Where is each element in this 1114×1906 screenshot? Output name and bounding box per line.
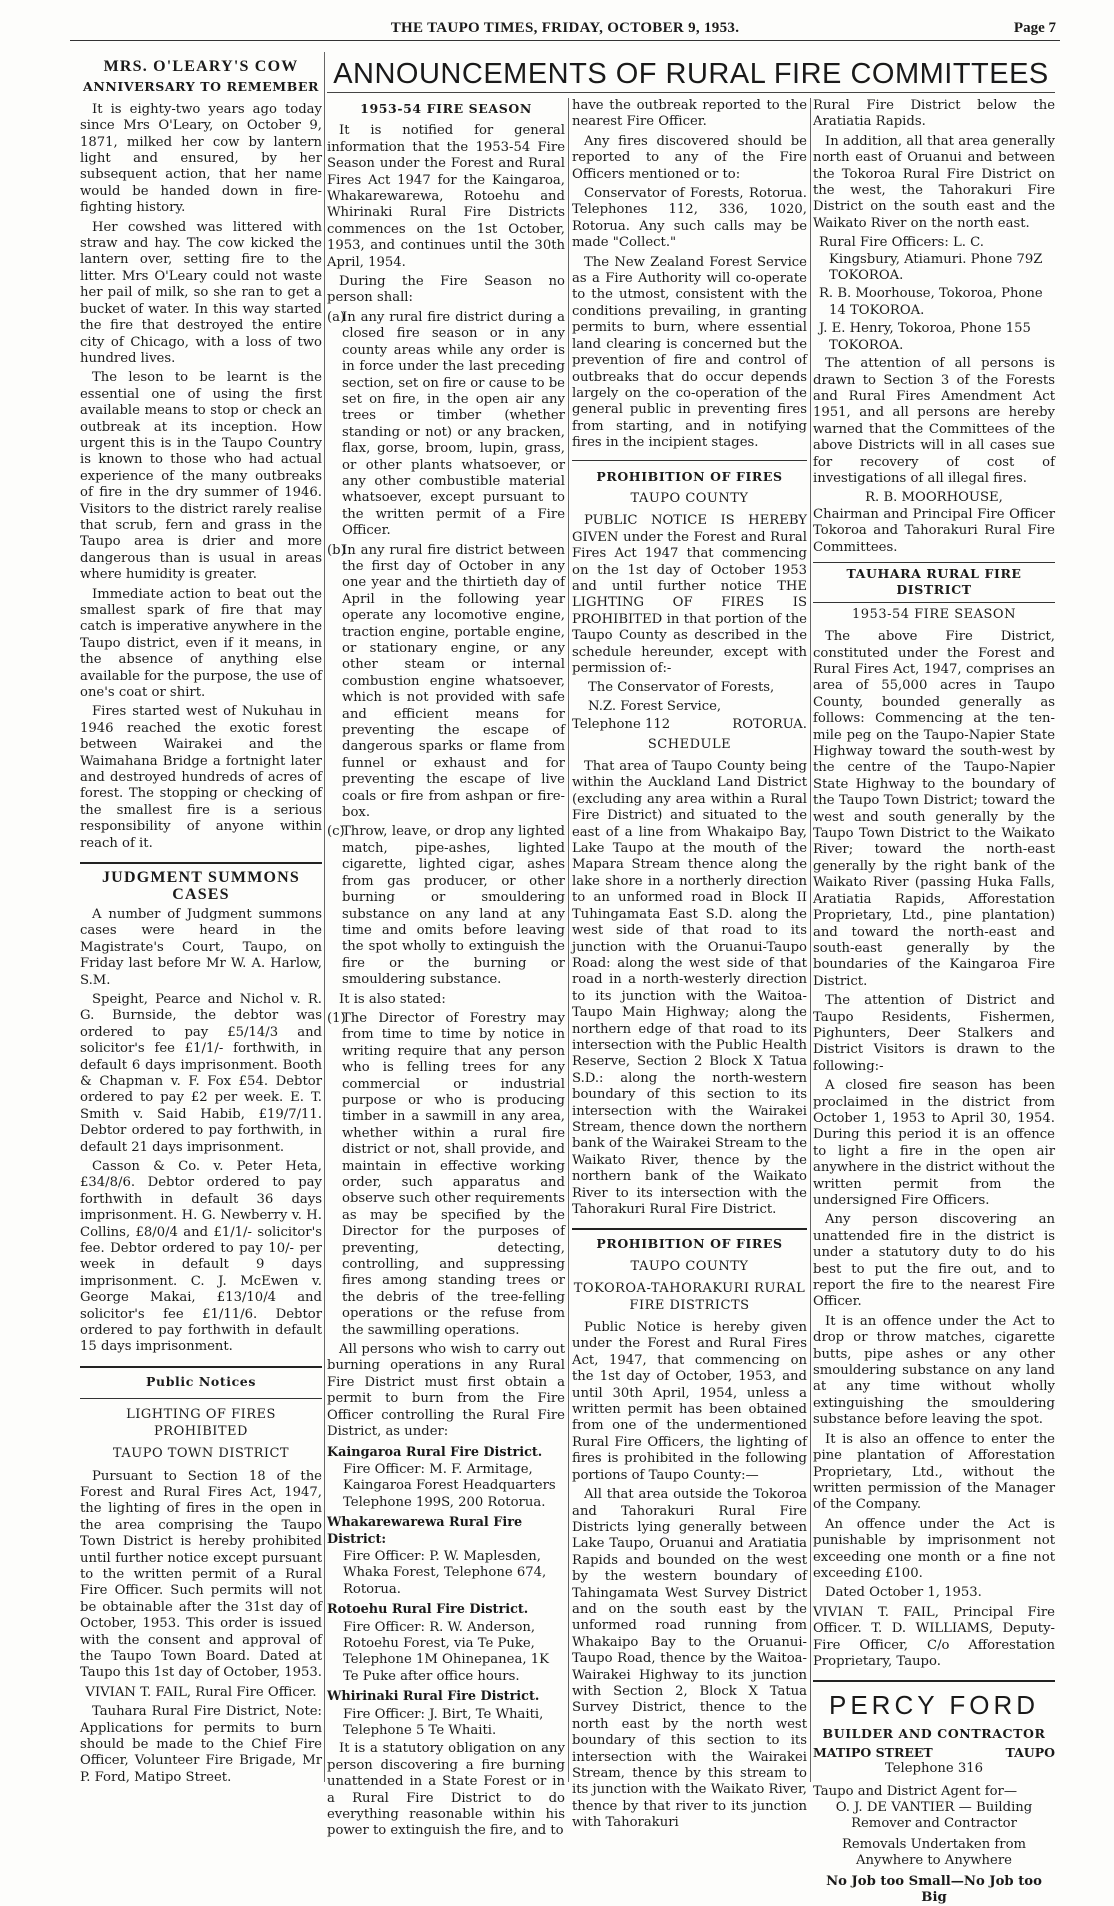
percy-phone: Telephone 316: [884, 1761, 984, 1777]
percy-agent: Taupo and District Agent for—: [813, 1783, 1018, 1799]
public-notice-body: Pursuant to Section 18 of the Forest and Rural Fires Act, 1947, the lighting of fires in the open in the area comprising the Taupo Town District is hereby prohibited until further notice except pursuant to the written permit of a Rural Fire Officer. Such permits will not be obtainable after the 31st day of October, 1953. This order is issued with the consent and approval of the Taupo Town Board. Dated at Taupo this 1st day of October, 1953.: [80, 1468, 322, 1681]
tauhara-season: 1953-54 FIRE SEASON: [852, 606, 1016, 622]
public-notice-note: Tauhara Rural Fire District, Note: Applications for permits to burn should be made to the Chief Fire Officer, Volunteer Fire Brigade, Mr P. Ford, Matipo Street.: [80, 1704, 322, 1785]
prohibition-body: PUBLIC NOTICE IS HEREBY GIVEN under the Forest and Rural Fires Act 1947 that commencing on the 1st day of October 1953 and until further notice THE LIGHTING OF FIRES IS PROHIBITED in that portion of the Taupo County as described in the schedule hereunder, except with permission of:-: [572, 513, 807, 676]
tauhara-paragraph: An offence under the Act is punishable by imprisonment not exceeding one month or a fine not exceeding £100.: [813, 1516, 1055, 1581]
tauhara-heading-box: [813, 562, 1055, 603]
rule-label: (c): [327, 824, 345, 840]
percy-slogan: No Job too Small—No Job too Big: [826, 1873, 1042, 1906]
fire-season-heading: 1953-54 FIRE SEASON: [360, 101, 532, 116]
prohibition-telephone: Telephone 112: [572, 717, 671, 733]
district-name: Rotoehu Rural Fire District.: [327, 1602, 529, 1618]
district-officer: Fire Officer: P. W. Maplesden, Whaka Forest, Telephone 674, Rotorua.: [343, 1548, 547, 1597]
schedule-body: That area of Taupo County being within the Auckland Land District (excluding any area within a Rural Fire District) and situated to the east of a line from Whakaipo Bay, Lake Taupo at the mouth of the Mapara Stream thence along the lake shore in a northerly direction to an unformed road in Block II Tuhingamata East S.D. along the west side of that road to its junction with the Oruanui-Taupo Road: along the west side of that road in a north-westerly direction to its junction with the Waitoa-Taupo Main Highway; along the northern edge of that road to its intersection with the Public Health Reserve, Section 2 Block X Tatua S.D.: along the north-western boundary of this section to its intersection with the Wairakei Stream, thence down the northern bank of the Wairakei Stream to the Waikato River, thence by the northern bank of the Waikato River to its intersection with the Tahorakuri Rural Fire District.: [572, 759, 807, 1217]
divider: [572, 460, 807, 461]
divider: [572, 1228, 807, 1230]
district-name: Whakarewarewa Rural Fire District:: [327, 1515, 523, 1547]
officer-entry: Rural Fire Officers: L. C. Kingsbury, Atiamuri. Phone 79Z TOKOROA.: [819, 235, 1043, 284]
prohibition-district: TOKOROA-TAHORAKURI RURAL FIRE DISTRICTS: [573, 1281, 806, 1313]
column-4: [813, 98, 1055, 1906]
prohibition-city: ROTORUA.: [732, 717, 807, 733]
tauhara-paragraph: It is an offence under the Act to drop or throw matches, cigarette butts, pipe ashes or any other smouldering substance on any land at any time without wholly extinguishing the smouldering substance before leaving the spot.: [813, 1313, 1055, 1428]
rule-text: Throw, leave, or drop any lighted match, pipe-ashes, lighted cigarette, lighted cigar, ashes from gas producer, or other burning or smouldering substance on any land at any time and omits before leaving the spot wholly to extinguish the fire or the burning or smouldering substance.: [342, 824, 565, 988]
percy-trade: BUILDER AND CONTRACTOR: [822, 1726, 1046, 1742]
percy-ford-name: PERCY FORD: [829, 1690, 1039, 1721]
prohibition-body: Public Notice is hereby given under the Forest and Rural Fires Act, 1947, that commencing on the 1st day of October, 1953, and until 30th April, 1954, unless a written permit has been obtained from one of the undermentioned Rural Fire Officers, the lighting of fires is prohibited in the following portions of Taupo County:—: [572, 1320, 807, 1483]
tauhara-paragraph: A closed fire season has been proclaimed in the district from October 1, 1953 to April 30, 1954. During this period it is an offence to light a fire in the open air anywhere in the district without the written permit from the undersigned Fire Officers.: [813, 1078, 1055, 1208]
divider: [80, 1366, 322, 1368]
permits-paragraph: All persons who wish to carry out burning operations in any Rural Fire District must first obtain a permit to burn from the Fire Officer controlling the Rural Fire District, as under:: [327, 1342, 565, 1440]
tauhara-paragraph: It is also an offence to enter the pine plantation of Afforestation Proprietary, Ltd., without the written permission of the Manager of the Company.: [813, 1431, 1055, 1513]
rule-item: [327, 1011, 565, 1339]
rule-text: In any rural fire district during a closed fire season or in any county areas while any order is in force under the last preceding section, set on fire or cause to be set on fire, in the open air any trees or timber (whether standing or not) or any bracken, flax, gorse, broom, lupin, grass, or other plants whatsoever, or any other combustible material whatsoever, except pursuant to the written permit of a Fire Officer.: [342, 309, 565, 539]
prohibition-contact: [572, 717, 807, 733]
prohibition-area: All that area outside the Tokoroa and Tahorakuri Rural Fire Districts lying generally between Lake Taupo, Oruanui and Aratiatia Rapids and bounded on the west by the western boundary of Tahingamata West Survey District and on the south east by the unformed road running from Whakaipo Bay to the Oruanui-Taupo Road, thence by the Waitoa-Wairakei Highway to its junction with Section 2, Block X Tatua Survey District, thence to the north east by the north west boundary of this section to its intersection with the Wairakei Stream, thence by this stream to its junction with the Waikato River, thence by that river to its junction with Tahorakuri: [572, 1487, 807, 1831]
nzfs-paragraph: The New Zealand Forest Service as a Fire Authority will co-operate to the utmost, consistent with the conditions prevailing, in granting permits to burn, where essential land clearing is concerned but the prevention of fire and control of outbreaks that do occur depends largely on the co-operation of the general public in preventing fires from starting, and in notifying fires in the incipient stages.: [572, 254, 807, 451]
page-number: Page 7: [1013, 20, 1056, 36]
oleary-paragraph: Her cowshed was littered with straw and hay. The cow kicked the lantern over, setting fire to the litter. Mrs O'Leary could not waste her pail of milk, so she ran to get a bucket of water. In this way started the fire that destroyed the entire city of Chicago, with a loss of two hundred lives.: [80, 219, 322, 366]
signature-name: R. B. MOORHOUSE,: [865, 490, 1003, 506]
divider: [80, 1398, 322, 1399]
percy-agent-name: O. J. DE VANTIER — Building Remover and Contractor: [835, 1800, 1033, 1832]
report-paragraph: Any fires discovered should be reported to any of the Fire Officers mentioned or to:: [572, 133, 807, 182]
district-name: Kaingaroa Rural Fire District.: [327, 1444, 543, 1460]
rule-item: [327, 824, 565, 988]
also-stated: It is also stated:: [339, 991, 446, 1007]
prohibition-address: N.Z. Forest Service,: [588, 698, 722, 714]
tauhara-heading: TAUHARA RURAL FIRE DISTRICT: [846, 565, 1022, 598]
oleary-paragraph: Immediate action to beat out the smallest spark of fire that may catch is imperative anywhere in the Taupo district, even if it means, in the absence of anything else available for the purpose, the use of one's coat or shirt.: [80, 586, 322, 701]
column-rule: [568, 98, 569, 1782]
public-notice-district: TAUPO TOWN DISTRICT: [112, 1446, 290, 1462]
masthead-title: THE TAUPO TIMES, FRIDAY, OCTOBER 9, 1953.: [390, 20, 740, 36]
rule-label: (1): [327, 1010, 346, 1026]
percy-removals: Removals Undertaken from Anywhere to Anywhere: [841, 1836, 1027, 1869]
district-officer: Fire Officer: M. F. Armitage, Kaingaroa Forest Headquarters Telephone 199S, 200 Rotorua.: [343, 1461, 556, 1510]
column-2: [327, 98, 565, 1839]
tauhara-paragraph: The above Fire District, constituted under the Forest and Rural Fires Act, 1947, comprises an area of 55,000 acres in Taupo County, bounded generally as follows: Commencing at the ten-mile peg on the Taupo-Napier State Highway toward the south-west by the centre of the Taupo-Napier State Highway to the boundary of the Taupo Town District; toward the west and south generally by the Taupo Town District to the Waikato River; toward the north-east generally by the right bank of the Waikato River (passing Huka Falls, Aratiatia Rapids, Afforestation Proprietary, Ltd., pine plantation) and toward the north-east and south-east generally by the boundaries of the Kaingaroa Fire District.: [813, 629, 1055, 989]
prohibition-heading: PROHIBITION OF FIRES: [596, 1236, 783, 1252]
tauhara-dated: Dated October 1, 1953.: [825, 1585, 982, 1601]
prohibition-heading: PROHIBITION OF FIRES: [596, 468, 783, 484]
prohibition-county: TAUPO COUNTY: [630, 490, 749, 506]
public-notice-signature: VIVIAN T. FAIL, Rural Fire Officer.: [85, 1684, 317, 1700]
announcements-banner: ANNOUNCEMENTS OF RURAL FIRE COMMITTEES: [327, 56, 1055, 93]
oleary-paragraph: The leson to be learnt is the essential one of using the first available means to stop or check an outbreak at its inception. How urgent this is in the Taupo Country is known to those who had actual experience of the many outbreaks of fire in the dry summer of 1946. Visitors to the district rarely realise that scrub, fern and grass in the Taupo area is drier and more dangerous than is usual in areas where humidity is greater.: [80, 370, 322, 583]
conservator-paragraph: Conservator of Forests, Rotorua. Telephones 112, 336, 1020, Rotorua. Any such calls may be made "Collect.": [572, 186, 807, 251]
oleary-heading: MRS. O'LEARY'S COW: [103, 58, 299, 75]
public-notice-title: LIGHTING OF FIRES PROHIBITED: [126, 1407, 276, 1439]
prohibition-county: TAUPO COUNTY: [630, 1258, 749, 1274]
public-notices-heading: Public Notices: [146, 1373, 256, 1389]
rule-label: (a): [327, 309, 346, 325]
schedule-heading: SCHEDULE: [647, 736, 732, 752]
rule-item: [327, 310, 565, 540]
fire-season-lead: During the Fire Season no person shall:: [327, 274, 565, 306]
masthead: [70, 18, 1060, 41]
continued-paragraph: Rural Fire District below the Aratiatia Rapids.: [813, 98, 1055, 130]
prohibition-address: The Conservator of Forests,: [588, 680, 775, 696]
district-officer: Fire Officer: J. Birt, Te Whaiti, Telephone 5 Te Whaiti.: [343, 1706, 544, 1738]
percy-town: TAUPO: [1005, 1744, 1055, 1760]
officer-entry: R. B. Moorhouse, Tokoroa, Phone 14 TOKOROA.: [819, 286, 1043, 318]
divider: [80, 862, 322, 864]
tauhara-signers: VIVIAN T. FAIL, Principal Fire Officer. T. D. WILLIAMS, Deputy-Fire Officer, C/o Afforestation Proprietary, Taupo.: [813, 1604, 1055, 1669]
percy-address: [813, 1745, 1055, 1761]
judgment-paragraph: A number of Judgment summons cases were heard in the Magistrate's Court, Taupo, on Friday last before Mr W. A. Harlow, S.M.: [80, 906, 322, 988]
rule-item: [327, 543, 565, 822]
rule-text: The Director of Forestry may from time to time by notice in writing require that any person who is felling trees for any commercial or industrial purpose or who is producing timber in a sawmill in any area, whether within a rural fire district or not, shall provide, and maintain in effective working order, such apparatus and observe such other requirements as may be specified by the Director for the purposes of preventing, detecting, controlling, and suppressing fires among standing trees or the debris of the tree-felling operations or the refuse from the sawmilling operations.: [342, 1010, 565, 1338]
rule-text: In any rural fire district between the first day of October in any one year and the thirtieth day of April in the following year operate any locomotive engine, traction engine, portable engine, or stationary engine, or any other steam or internal combustion engine whatsoever, which is not provided with safe and efficient means for preventing the escape of dangerous sparks or flame from funnel or exhaust and for preventing the escape of live coals or fire from ashpan or fire-box.: [342, 542, 565, 821]
judgment-paragraph: Speight, Pearce and Nichol v. R. G. Burnside, the debtor was ordered to pay £5/14/3 and solicitor's fee £1/1/- forthwith, in default 6 days imprisonment. Booth & Chapman v. F. Fox £54. Debtor ordered to pay £2 per week. E. T. Smith v. Said Habib, £19/7/11. Debtor ordered to pay forthwith, in default 21 days imprisonment.: [80, 991, 322, 1155]
column-rule: [324, 52, 325, 1782]
officer-entry: J. E. Henry, Tokoroa, Phone 155 TOKOROA.: [819, 321, 1031, 353]
column-rule: [810, 98, 811, 1782]
fire-season-intro: It is notified for general information that the 1953-54 Fire Season under the Forest and Rural Fires Act 1947 for the Kaingaroa, Whakarewarewa, Rotoehu and Whirinaki Rural Fire Districts commences on the 1st October, 1953, and continues until the 30th April, 1954.: [327, 123, 565, 270]
judgment-heading: JUDGMENT SUMMONS CASES: [101, 869, 301, 903]
rule-label: (b): [327, 542, 346, 558]
percy-street: MATIPO STREET: [813, 1744, 933, 1760]
addition-paragraph: In addition, all that area generally north east of Oruanui and between the Tokoroa Rural Fire District on the west, the Tahorakuri Fire District on the south east and the Waikato River on the north east.: [813, 133, 1055, 231]
column-1: [80, 55, 322, 1785]
oleary-paragraph: Fires started west of Nukuhau in 1946 reached the exotic forest between Wairakei and the Waimahana Bridge a fortnight later and destroyed hundreds of acres of forest. The stopping or checking of the smallest fire is a serious responsibility of anyone within reach of it.: [80, 704, 322, 851]
district-officer: Fire Officer: R. W. Anderson, Rotoehu Forest, via Te Puke, Telephone 1M Ohinepanea, 1K Te Puke after office hours.: [343, 1619, 549, 1684]
district-name: Whirinaki Rural Fire District.: [327, 1689, 540, 1705]
signature-title: Chairman and Principal Fire Officer Tokoroa and Tahorakuri Rural Fire Committees.: [813, 506, 1055, 555]
statutory-paragraph: It is a statutory obligation on any person discovering a fire burning unattended in a State Forest or in a Rural Fire District to do everything reasonable within his power to extinguish the fire, and to: [327, 1741, 565, 1839]
tauhara-paragraph: The attention of District and Taupo Residents, Fishermen, Pighunters, Deer Stalkers and District Visitors is drawn to the following:-: [813, 993, 1055, 1074]
continued-paragraph: have the outbreak reported to the nearest Fire Officer.: [572, 98, 807, 130]
attention-paragraph: The attention of all persons is drawn to Section 3 of the Forests and Rural Fires Amendment Act 1951, and all persons are hereby warned that the Committees of the above Districts will in all cases sue for recovery of cost of investigations of all illegal fires.: [813, 356, 1055, 486]
oleary-paragraph: It is eighty-two years ago today since Mrs O'Leary, on October 9, 1871, milked her cow by lantern light and ensured, by her subsequent action, that her name would be handed down in fire-fighting history.: [80, 101, 322, 216]
divider: [813, 1680, 1055, 1682]
oleary-subheading: ANNIVERSARY TO REMEMBER: [83, 79, 319, 95]
column-3: [572, 98, 807, 1831]
tauhara-paragraph: Any person discovering an unattended fire in the district is under a statutory duty to do his best to put the fire out, and to report the fire to the nearest Fire Officer.: [813, 1212, 1055, 1310]
judgment-paragraph: Casson & Co. v. Peter Heta, £34/8/6. Debtor ordered to pay forthwith in default 36 days imprisonment. H. G. Newberry v. H. Collins, £8/0/4 and £1/1/- solicitor's fee. Debtor ordered to pay 10/- per week in default 9 days imprisonment. C. J. McEwen v. George Makai, £13/10/4 and solicitor's fee £1/11/6. Debtor ordered to pay forthwith in default 15 days imprisonment.: [80, 1159, 322, 1355]
